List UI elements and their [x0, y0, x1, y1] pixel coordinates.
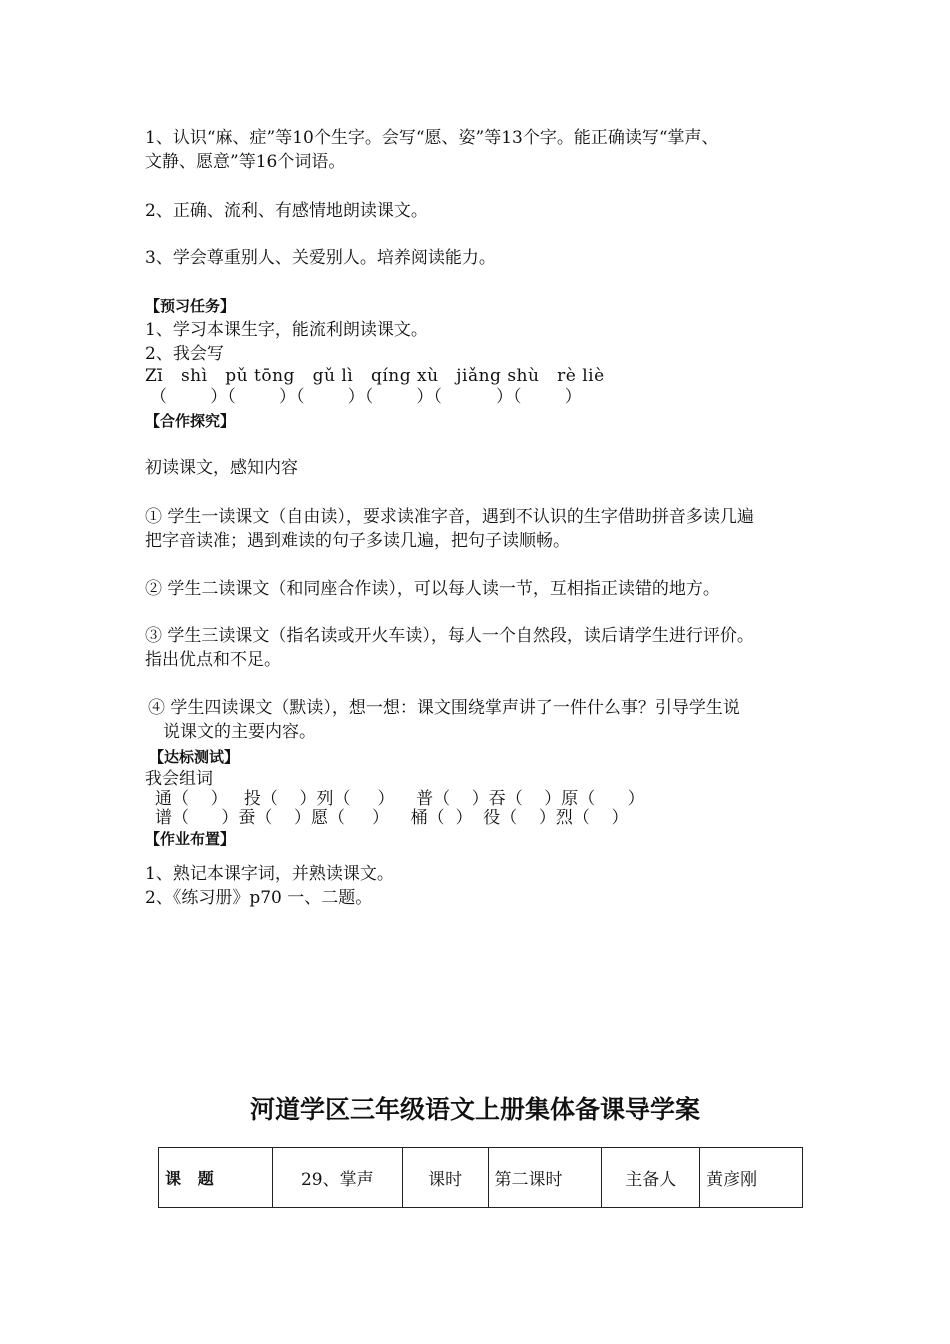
explore-heading: 【合作探究】: [145, 412, 236, 430]
topic-label-cell: 课 题: [159, 1148, 273, 1208]
period-cell: 第二课时: [488, 1148, 602, 1208]
lesson-info-table: [158, 1147, 803, 1208]
step-1-line-b: 把字音读准；遇到难读的句子多读几遍，把句子读顺畅。: [145, 531, 570, 551]
step-2: ② 学生二读课文（和同座合作读），可以每人读一节，互相指正读错的地方。: [145, 579, 720, 599]
preview-item-2: 2、我会写: [145, 344, 224, 364]
explore-intro: 初读课文，感知内容: [145, 458, 298, 478]
homework-item-2: 2、《练习册》p70 一、二题。: [145, 888, 373, 908]
answer-brackets-row: （ ）（ ）（ ）（ ）（ ）（ ）: [150, 387, 582, 407]
step-1-line-a: ① 学生一读课文（自由读），要求读准字音，遇到不认识的生字借助拼音多读几遍: [145, 507, 754, 527]
pinyin-row: Zī shì pǔ tōng gǔ lì qíng xù jiǎng shù rè liè: [145, 366, 605, 386]
objective-3: 3、学会尊重别人、关爱别人。培养阅读能力。: [145, 248, 496, 268]
step-4-line-a: ④ 学生四读课文（默读），想一想：课文围绕掌声讲了一件什么事？引导学生说: [148, 698, 740, 718]
preparer-cell: 黄彦刚: [700, 1148, 803, 1208]
preview-heading: 【预习任务】: [145, 297, 236, 315]
topic-cell: 29、掌声: [272, 1148, 402, 1208]
objective-2: 2、正确、流利、有感情地朗读课文。: [145, 201, 428, 221]
test-heading: 【达标测试】: [149, 748, 240, 766]
document-title: 河道学区三年级语文上册集体备课导学案: [249, 1095, 700, 1124]
step-3-line-b: 指出优点和不足。: [145, 650, 281, 670]
step-4-line-b: 说课文的主要内容。: [163, 722, 316, 742]
period-label-cell: 课时: [402, 1148, 488, 1208]
objective-1-line-a: 1、认识“麻、症”等10个生字。会写“愿、姿”等13个字。能正确读写“掌声、: [145, 128, 719, 148]
table-row: [159, 1148, 803, 1208]
preview-item-1: 1、学习本课生字，能流利朗读课文。: [145, 320, 428, 340]
preparer-label-cell: 主备人: [602, 1148, 700, 1208]
step-3-line-a: ③ 学生三读课文（指名读或开火车读），每人一个自然段，读后请学生进行评价。: [145, 626, 754, 646]
homework-item-1: 1、熟记本课字词，并熟读课文。: [145, 864, 394, 884]
objective-1-line-b: 文静、愿意”等16个词语。: [145, 152, 346, 172]
test-intro: 我会组词: [145, 769, 213, 789]
word-row-1: 通（ ） 投（ ）列（ ） 普（ ）吞（ ）原（ ）: [155, 789, 645, 809]
homework-heading: 【作业布置】: [145, 830, 236, 848]
word-row-2: 谱（ ）蚕（ ）愿（ ） 桶（ ） 役（ ）烈（ ）: [155, 808, 629, 828]
